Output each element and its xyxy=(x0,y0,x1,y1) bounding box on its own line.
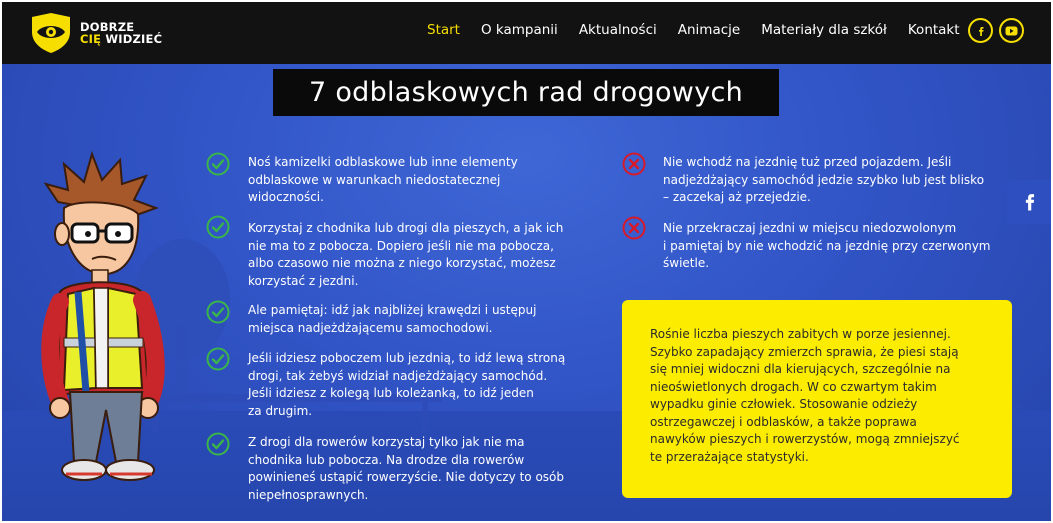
tip-line: świetle. xyxy=(663,256,710,270)
nav-item-start[interactable]: Start xyxy=(427,22,460,38)
tip-line: i pamiętaj by nie wchodzić na jezdnię przy czerwonym xyxy=(663,238,991,253)
tip-line: Nie przekraczaj jezdni w miejscu niedozwolonym xyxy=(663,221,957,235)
info-line: te przerażające statystyki. xyxy=(650,449,809,464)
tip-line: Jeśli idziesz z kolegą lub koleżanką, to idź jeden xyxy=(248,386,534,400)
nav-item-materialy[interactable]: Materiały dla szkół xyxy=(761,22,887,38)
tip-line: chodnika lub pobocza. Na drodze dla rowerów xyxy=(248,452,525,467)
cross-circle-icon xyxy=(622,216,646,240)
info-box xyxy=(622,300,1012,498)
logo-line-2 xyxy=(80,33,162,45)
tip-do-5 xyxy=(248,434,603,504)
info-line: nawyków pieszych i rowerzystów, mogą zmniejszyć xyxy=(650,432,960,446)
info-text xyxy=(650,326,995,466)
tip-dont-1 xyxy=(663,154,1013,207)
info-line: nieoświetlonych drogach. W co czwartym takim xyxy=(650,379,937,394)
main-menu xyxy=(427,22,960,42)
tip-line: nadjeżdżający samochód jedzie szybko lub jest blisko xyxy=(663,172,985,187)
youtube-button[interactable] xyxy=(999,18,1024,43)
page xyxy=(2,2,1051,521)
page-title: 7 odblaskowych rad drogowych xyxy=(308,77,744,108)
tip-line: Jeśli idziesz poboczem lub jezdnią, to idź lewą stroną xyxy=(248,351,566,365)
logo-text xyxy=(80,21,162,45)
tip-line: albo czasowo nie można z niego korzystać, możesz xyxy=(248,256,556,270)
tip-line: miejsca nadjeżdżającemu samochodowi. xyxy=(248,320,493,335)
logo-word-widziec: WIDZIEĆ xyxy=(105,32,163,46)
tip-line: drogi, tak żebyś widział nadjeżdżający samochód. xyxy=(248,368,548,383)
facebook-icon xyxy=(1022,193,1036,211)
nav-item-animacje[interactable]: Animacje xyxy=(677,22,741,38)
tip-line: powinieneś ustąpić rowerzyście. Nie dotyczy to osób xyxy=(248,470,565,484)
check-circle-icon xyxy=(206,432,230,456)
eye-logo-icon xyxy=(28,10,74,56)
tip-line: za drugim. xyxy=(248,403,313,418)
tip-line: Z drogi dla rowerów korzystaj tylko jak nie ma xyxy=(248,435,525,449)
tip-line: – zaczekaj aż przejedzie. xyxy=(663,190,811,204)
nav-item-kontakt[interactable]: Kontakt xyxy=(907,22,960,38)
check-circle-icon xyxy=(206,347,230,371)
cross-circle-icon xyxy=(622,152,646,176)
top-navbar xyxy=(2,2,1051,64)
info-line: się mniej widoczni dla kierujących, szczególnie na xyxy=(650,362,951,376)
info-line: ostrzegawczej i odblasków, a także poprawa xyxy=(650,414,917,429)
nav-item-aktualnosci[interactable]: Aktualności xyxy=(578,22,657,38)
tip-line: Ale pamiętaj: idź jak najbliżej krawędzi i ustępuj xyxy=(248,303,537,317)
tip-do-1 xyxy=(248,154,598,207)
tip-line: widoczności. xyxy=(248,190,324,204)
tip-do-3 xyxy=(248,302,603,337)
hero-section xyxy=(2,64,1051,521)
info-line: Szybko zapadający zmierzch sprawia, że piesi stają xyxy=(650,344,959,359)
tip-line: nie ma to z pobocza. Dopiero jeśli nie ma pobocza, xyxy=(248,238,554,253)
tip-do-2 xyxy=(248,220,603,290)
facebook-icon xyxy=(975,25,987,37)
cartoon-boy-illustration xyxy=(38,142,178,502)
facebook-share-tab[interactable] xyxy=(1007,180,1051,224)
tip-line: Noś kamizelki odblaskowe lub inne elementy xyxy=(248,155,518,169)
tip-line: niepełnosprawnych. xyxy=(248,487,369,502)
tip-line: odblaskowe w warunkach niedostatecznej xyxy=(248,172,501,187)
check-circle-icon xyxy=(206,215,230,239)
title-banner xyxy=(273,69,779,116)
tip-line: Korzystaj z chodnika lub drogi dla pieszych, a jak ich xyxy=(248,221,564,235)
tip-dont-2 xyxy=(663,220,1013,273)
info-line: wypadku ginie człowiek. Stosowanie odzieży xyxy=(650,397,918,411)
check-circle-icon xyxy=(206,300,230,324)
youtube-icon xyxy=(1005,26,1018,36)
info-line: Rośnie liczba pieszych zabitych w porze jesiennej. xyxy=(650,327,951,341)
logo-line-1: DOBRZE xyxy=(80,20,135,34)
tip-line: korzystać z jezdni. xyxy=(248,273,359,288)
logo[interactable] xyxy=(28,10,168,56)
nav-item-o-kampanii[interactable]: O kampanii xyxy=(480,22,558,38)
tip-do-4 xyxy=(248,350,603,420)
check-circle-icon xyxy=(206,152,230,176)
facebook-button[interactable] xyxy=(968,18,993,43)
tip-line: Nie wchodź na jezdnię tuż przed pojazdem. Jeśli xyxy=(663,155,952,169)
logo-word-cie: CIĘ xyxy=(80,32,102,46)
